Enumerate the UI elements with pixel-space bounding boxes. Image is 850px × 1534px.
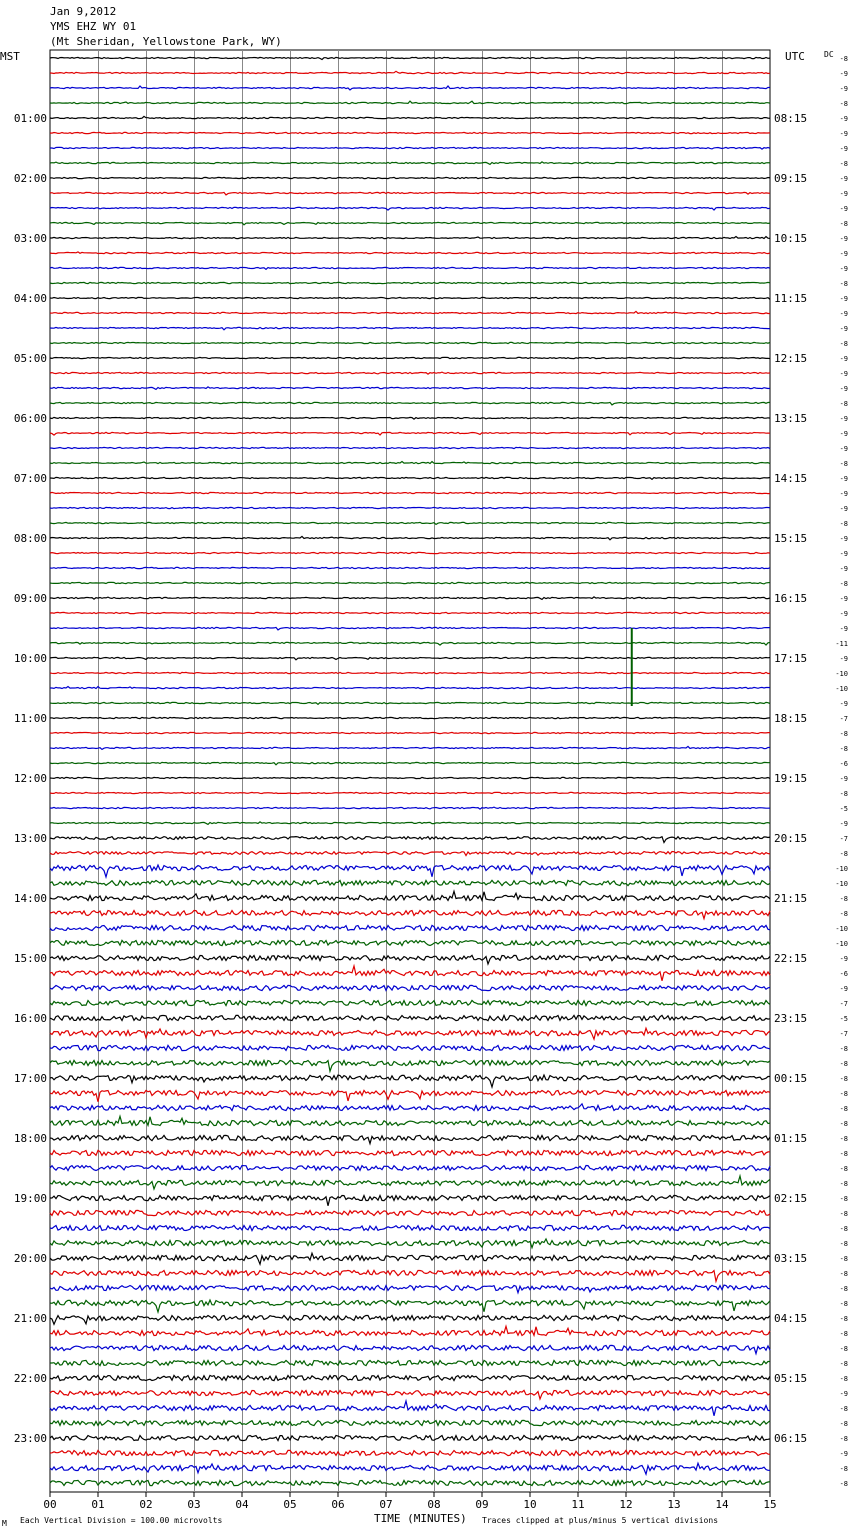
- utc-hour-label: 04:15: [774, 1312, 808, 1325]
- seismic-trace: [50, 192, 770, 195]
- utc-hour-label: 14:15: [774, 472, 808, 485]
- seismic-trace: [50, 101, 770, 104]
- seismic-trace: [50, 1285, 770, 1293]
- utc-hour-label: 17:15: [774, 652, 808, 665]
- seismic-trace: [50, 252, 770, 254]
- seismic-trace: [50, 1135, 770, 1143]
- seismic-trace: [50, 1104, 770, 1111]
- seismic-trace: [50, 237, 770, 239]
- seismic-trace: [50, 1150, 770, 1155]
- mst-hour-label: 03:00: [13, 232, 47, 245]
- mst-hour-label: 01:00: [13, 112, 47, 125]
- dc-offset-label: -8: [839, 460, 848, 468]
- x-tick-label: 04: [235, 1498, 249, 1511]
- dc-offset-label: -9: [839, 430, 848, 438]
- seismic-trace: [50, 86, 770, 90]
- seismic-trace: [50, 57, 770, 59]
- seismic-trace: [50, 880, 770, 885]
- utc-hour-label: 13:15: [774, 412, 808, 425]
- x-tick-label: 13: [667, 1498, 681, 1511]
- seismic-trace: [50, 1315, 770, 1324]
- x-tick-label: 02: [139, 1498, 153, 1511]
- dc-offset-label: -9: [839, 355, 848, 363]
- seismic-trace: [50, 1225, 770, 1230]
- dc-offset-label: -9: [839, 250, 848, 258]
- utc-hour-label: 20:15: [774, 832, 808, 845]
- dc-offset-label: -10: [835, 670, 848, 678]
- dc-offset-label: -9: [839, 70, 848, 78]
- seismic-trace: [50, 1015, 770, 1020]
- dc-offset-label: -9: [839, 565, 848, 573]
- dc-offset-label: -8: [839, 280, 848, 288]
- x-tick-label: 07: [379, 1498, 393, 1511]
- seismic-trace: [50, 1401, 770, 1416]
- dc-offset-label: -6: [839, 760, 848, 768]
- seismic-trace: [50, 1000, 770, 1005]
- utc-hour-label: 12:15: [774, 352, 808, 365]
- dc-offset-label: -9: [839, 130, 848, 138]
- utc-hour-label: 10:15: [774, 232, 808, 245]
- mst-hour-label: 15:00: [13, 952, 47, 965]
- dc-offset-label: -9: [839, 295, 848, 303]
- dc-offset-label: -9: [839, 265, 848, 273]
- dc-offset-label: -9: [839, 535, 848, 543]
- utc-hour-label: 15:15: [774, 532, 808, 545]
- dc-offset-label: -8: [839, 1270, 848, 1278]
- scale-note: Each Vertical Division = 100.00 microvolts: [20, 1516, 223, 1525]
- dc-offset-label: -5: [839, 805, 848, 813]
- x-tick-label: 05: [283, 1498, 297, 1511]
- dc-offset-label: -10: [835, 685, 848, 693]
- seismic-trace: [50, 612, 770, 613]
- mst-hour-label: 21:00: [13, 1312, 47, 1325]
- mst-hour-label: 22:00: [13, 1372, 47, 1385]
- dc-offset-label: -9: [839, 625, 848, 633]
- utc-axis-title: UTC: [785, 50, 805, 63]
- seismic-trace: [50, 792, 770, 793]
- seismic-trace: [50, 357, 770, 358]
- mst-hour-label: 13:00: [13, 832, 47, 845]
- seismic-trace: [50, 852, 770, 856]
- dc-offset-label: -8: [839, 1150, 848, 1158]
- seismic-trace: [50, 657, 770, 659]
- dc-offset-label: -8: [839, 340, 848, 348]
- seismic-trace: [50, 627, 770, 630]
- utc-hour-label: 23:15: [774, 1012, 808, 1025]
- seismic-trace: [50, 985, 770, 990]
- mst-hour-label: 09:00: [13, 592, 47, 605]
- seismic-trace: [50, 417, 770, 419]
- utc-hour-label: 03:15: [774, 1252, 808, 1265]
- dc-offset-label: -8: [839, 1255, 848, 1263]
- seismic-trace: [50, 477, 770, 479]
- dc-offset-label: -8: [839, 1360, 848, 1368]
- dc-offset-label: -8: [839, 910, 848, 918]
- dc-offset-label: -9: [839, 655, 848, 663]
- seismic-trace: [50, 1360, 770, 1365]
- x-tick-label: 10: [523, 1498, 537, 1511]
- seismic-trace: [50, 807, 770, 809]
- dc-offset-label: -9: [839, 325, 848, 333]
- utc-hour-label: 21:15: [774, 892, 808, 905]
- x-tick-label: 12: [619, 1498, 633, 1511]
- seismic-trace: [50, 132, 770, 133]
- seismic-trace: [50, 1450, 770, 1455]
- dc-offset-label: -8: [839, 580, 848, 588]
- dc-offset-label: -8: [839, 1480, 848, 1488]
- seismic-trace: [50, 447, 770, 448]
- x-tick-label: 01: [91, 1498, 105, 1511]
- seismic-trace: [50, 940, 770, 945]
- seismic-trace: [50, 522, 770, 524]
- dc-offset-label: -9: [839, 190, 848, 198]
- dc-offset-label: -8: [839, 1075, 848, 1083]
- dc-offset-label: -9: [839, 955, 848, 963]
- seismic-trace: [50, 1116, 770, 1125]
- seismic-trace: [50, 1300, 770, 1312]
- station-location: (Mt Sheridan, Yellowstone Park, WY): [50, 35, 282, 48]
- seismic-trace: [50, 597, 770, 600]
- mst-hour-label: 19:00: [13, 1192, 47, 1205]
- seismic-trace: [50, 837, 770, 843]
- dc-offset-label: -8: [839, 1120, 848, 1128]
- utc-hour-label: 19:15: [774, 772, 808, 785]
- seismic-trace: [50, 1075, 770, 1087]
- seismic-trace: [50, 1326, 770, 1335]
- dc-offset-label: -8: [839, 1465, 848, 1473]
- utc-hour-label: 08:15: [774, 112, 808, 125]
- dc-offset-label: -5: [839, 1015, 848, 1023]
- dc-offset-label: -8: [839, 220, 848, 228]
- seismic-trace: [50, 567, 770, 568]
- seismic-trace: [50, 1390, 770, 1399]
- x-tick-label: 06: [331, 1498, 345, 1511]
- mst-hour-label: 20:00: [13, 1252, 47, 1265]
- seismic-trace: [50, 1420, 770, 1425]
- utc-hour-label: 05:15: [774, 1372, 808, 1385]
- mst-hour-label: 04:00: [13, 292, 47, 305]
- dc-offset-label: -9: [839, 985, 848, 993]
- dc-offset-label: -8: [839, 745, 848, 753]
- dc-offset-label: -8: [839, 1165, 848, 1173]
- seismic-trace: [50, 1253, 770, 1264]
- dc-offset-label: -8: [839, 1435, 848, 1443]
- dc-offset-label: -8: [839, 160, 848, 168]
- seismic-trace: [50, 717, 770, 718]
- mst-hour-label: 10:00: [13, 652, 47, 665]
- dc-offset-label: -9: [839, 505, 848, 513]
- dc-offset-label: -9: [839, 700, 848, 708]
- x-tick-label: 15: [763, 1498, 777, 1511]
- mst-hour-label: 17:00: [13, 1072, 47, 1085]
- seismic-trace: [50, 672, 770, 674]
- seismic-trace: [50, 702, 770, 704]
- mst-axis-title: MST: [0, 50, 20, 63]
- seismic-trace: [50, 582, 770, 584]
- seismic-trace: [50, 222, 770, 224]
- utc-hour-label: 02:15: [774, 1192, 808, 1205]
- seismic-trace: [50, 462, 770, 464]
- dc-offset-label: -8: [839, 1240, 848, 1248]
- dc-offset-label: -8: [839, 1420, 848, 1428]
- dc-offset-label: -8: [839, 1345, 848, 1353]
- seismic-trace: [50, 925, 770, 930]
- dc-offset-label: -7: [839, 1000, 848, 1008]
- seismic-trace: [50, 642, 770, 645]
- dc-offset-label: -8: [839, 1135, 848, 1143]
- dc-offset-label: -9: [839, 235, 848, 243]
- mst-hour-label: 14:00: [13, 892, 47, 905]
- seismic-trace: [50, 1345, 770, 1353]
- x-axis-title: TIME (MINUTES): [374, 1512, 467, 1525]
- dc-offset-label: -9: [839, 310, 848, 318]
- mst-hour-label: 11:00: [13, 712, 47, 725]
- mst-hour-label: 23:00: [13, 1432, 47, 1445]
- seismic-trace: [50, 822, 770, 825]
- seismic-trace: [50, 297, 770, 299]
- seismic-trace: [50, 387, 770, 390]
- dc-offset-label: -9: [839, 370, 848, 378]
- dc-offset-label: -7: [839, 715, 848, 723]
- seismic-trace: [50, 177, 770, 178]
- seismic-trace: [50, 865, 770, 877]
- dc-offset-label: -9: [839, 595, 848, 603]
- seismic-trace: [50, 1176, 770, 1189]
- utc-hour-label: 18:15: [774, 712, 808, 725]
- dc-offset-label: -9: [839, 475, 848, 483]
- mst-hour-label: 05:00: [13, 352, 47, 365]
- seismic-trace: [50, 267, 770, 269]
- station-code: YMS EHZ WY 01: [50, 20, 137, 33]
- seismic-trace: [50, 432, 770, 435]
- x-tick-label: 09: [475, 1498, 489, 1511]
- dc-offset-label: -8: [839, 55, 848, 63]
- seismic-trace: [50, 536, 770, 539]
- dc-offset-label: -8: [839, 1330, 848, 1338]
- dc-offset-label: -7: [839, 835, 848, 843]
- seismic-trace: [50, 282, 770, 283]
- utc-hour-label: 22:15: [774, 952, 808, 965]
- seismic-trace: [50, 1166, 770, 1171]
- seismic-trace: [50, 116, 770, 118]
- dc-offset-label: -8: [839, 850, 848, 858]
- dc-offset-label: -8: [839, 895, 848, 903]
- dc-offset-label: -8: [839, 1195, 848, 1203]
- dc-offset-label: -9: [839, 145, 848, 153]
- mst-hour-label: 07:00: [13, 472, 47, 485]
- seismic-trace: [50, 402, 770, 405]
- seismic-trace: [50, 1239, 770, 1248]
- dc-offset-label: -8: [839, 1300, 848, 1308]
- utc-hour-label: 09:15: [774, 172, 808, 185]
- dc-offset-label: -9: [839, 1390, 848, 1398]
- dc-offset-label: -8: [839, 730, 848, 738]
- mst-hour-label: 06:00: [13, 412, 47, 425]
- dc-offset-label: -8: [839, 1105, 848, 1113]
- dc-offset-label: -8: [839, 1090, 848, 1098]
- dc-offset-label: -10: [835, 925, 848, 933]
- dc-offset-label: -8: [839, 790, 848, 798]
- seismic-trace: [50, 507, 770, 508]
- seismic-trace: [50, 891, 770, 900]
- seismic-trace: [50, 1435, 770, 1440]
- dc-offset-label: -9: [839, 775, 848, 783]
- utc-hour-label: 01:15: [774, 1132, 808, 1145]
- dc-offset-label: -8: [839, 1225, 848, 1233]
- dc-offset-label: -9: [839, 445, 848, 453]
- utc-hour-label: 06:15: [774, 1432, 808, 1445]
- seismic-trace: [50, 910, 770, 918]
- mst-hour-label: 08:00: [13, 532, 47, 545]
- seismic-trace: [50, 732, 770, 733]
- seismic-trace: [50, 492, 770, 493]
- dc-offset-label: -10: [835, 940, 848, 948]
- seismic-trace: [50, 1375, 770, 1380]
- dc-offset-label: -7: [839, 1030, 848, 1038]
- dc-offset-label: -9: [839, 115, 848, 123]
- dc-label: DC: [824, 50, 834, 59]
- dc-offset-label: -9: [839, 610, 848, 618]
- x-tick-label: 11: [571, 1498, 585, 1511]
- seismic-trace: [50, 162, 770, 165]
- x-tick-label: 14: [715, 1498, 729, 1511]
- seismic-trace: [50, 1210, 770, 1215]
- mst-hour-label: 12:00: [13, 772, 47, 785]
- dc-offset-label: -8: [839, 100, 848, 108]
- dc-offset-label: -9: [839, 385, 848, 393]
- dc-offset-label: -8: [839, 1060, 848, 1068]
- dc-offset-label: -6: [839, 970, 848, 978]
- seismic-trace: [50, 746, 770, 749]
- dc-offset-label: -9: [839, 85, 848, 93]
- utc-hour-label: 11:15: [774, 292, 808, 305]
- dc-offset-label: -8: [839, 1045, 848, 1053]
- dc-offset-label: -9: [839, 490, 848, 498]
- dc-offset-label: -9: [839, 820, 848, 828]
- seismic-trace: [50, 687, 770, 689]
- dc-offset-label: -8: [839, 520, 848, 528]
- seismic-trace: [50, 1195, 770, 1205]
- seismic-trace: [50, 762, 770, 764]
- seismic-trace: [50, 327, 770, 329]
- dc-offset-label: -9: [839, 1450, 848, 1458]
- dc-offset-label: -9: [839, 175, 848, 183]
- mst-hour-label: 18:00: [13, 1132, 47, 1145]
- utc-hour-label: 16:15: [774, 592, 808, 605]
- mst-hour-label: 02:00: [13, 172, 47, 185]
- seismic-trace: [50, 966, 770, 981]
- seismic-trace: [50, 1480, 770, 1485]
- x-tick-label: 00: [43, 1498, 57, 1511]
- seismic-trace: [50, 1270, 770, 1281]
- dc-offset-label: -8: [839, 400, 848, 408]
- seismic-trace: [50, 1028, 770, 1039]
- dc-offset-label: -8: [839, 1285, 848, 1293]
- seismic-trace: [50, 207, 770, 210]
- dc-offset-label: -8: [839, 1315, 848, 1323]
- seismic-trace: [50, 1463, 770, 1474]
- seismic-trace: [50, 1090, 770, 1101]
- plot-date: Jan 9,2012: [50, 5, 117, 18]
- dc-offset-label: -10: [835, 880, 848, 888]
- seismic-trace: [50, 147, 770, 149]
- x-tick-label: 08: [427, 1498, 441, 1511]
- corner-mark: M: [2, 1519, 7, 1528]
- dc-offset-label: -8: [839, 1210, 848, 1218]
- mst-hour-label: 16:00: [13, 1012, 47, 1025]
- seismic-trace: [50, 552, 770, 553]
- seismic-trace: [50, 1045, 770, 1050]
- dc-offset-label: -10: [835, 865, 848, 873]
- dc-offset-label: -9: [839, 415, 848, 423]
- dc-offset-label: -11: [835, 640, 848, 648]
- seismic-trace: [50, 955, 770, 964]
- dc-offset-label: -8: [839, 1375, 848, 1383]
- seismic-trace: [50, 311, 770, 313]
- dc-offset-label: -8: [839, 1180, 848, 1188]
- utc-hour-label: 00:15: [774, 1072, 808, 1085]
- dc-offset-label: -9: [839, 205, 848, 213]
- x-tick-label: 03: [187, 1498, 201, 1511]
- seismic-trace: [50, 777, 770, 778]
- clip-note: Traces clipped at plus/minus 5 vertical divisions: [482, 1516, 719, 1525]
- dc-offset-label: -9: [839, 550, 848, 558]
- seismic-trace: [50, 372, 770, 374]
- seismic-trace: [50, 71, 770, 73]
- dc-offset-label: -8: [839, 1405, 848, 1413]
- seismic-trace: [50, 1060, 770, 1071]
- seismic-trace: [50, 342, 770, 343]
